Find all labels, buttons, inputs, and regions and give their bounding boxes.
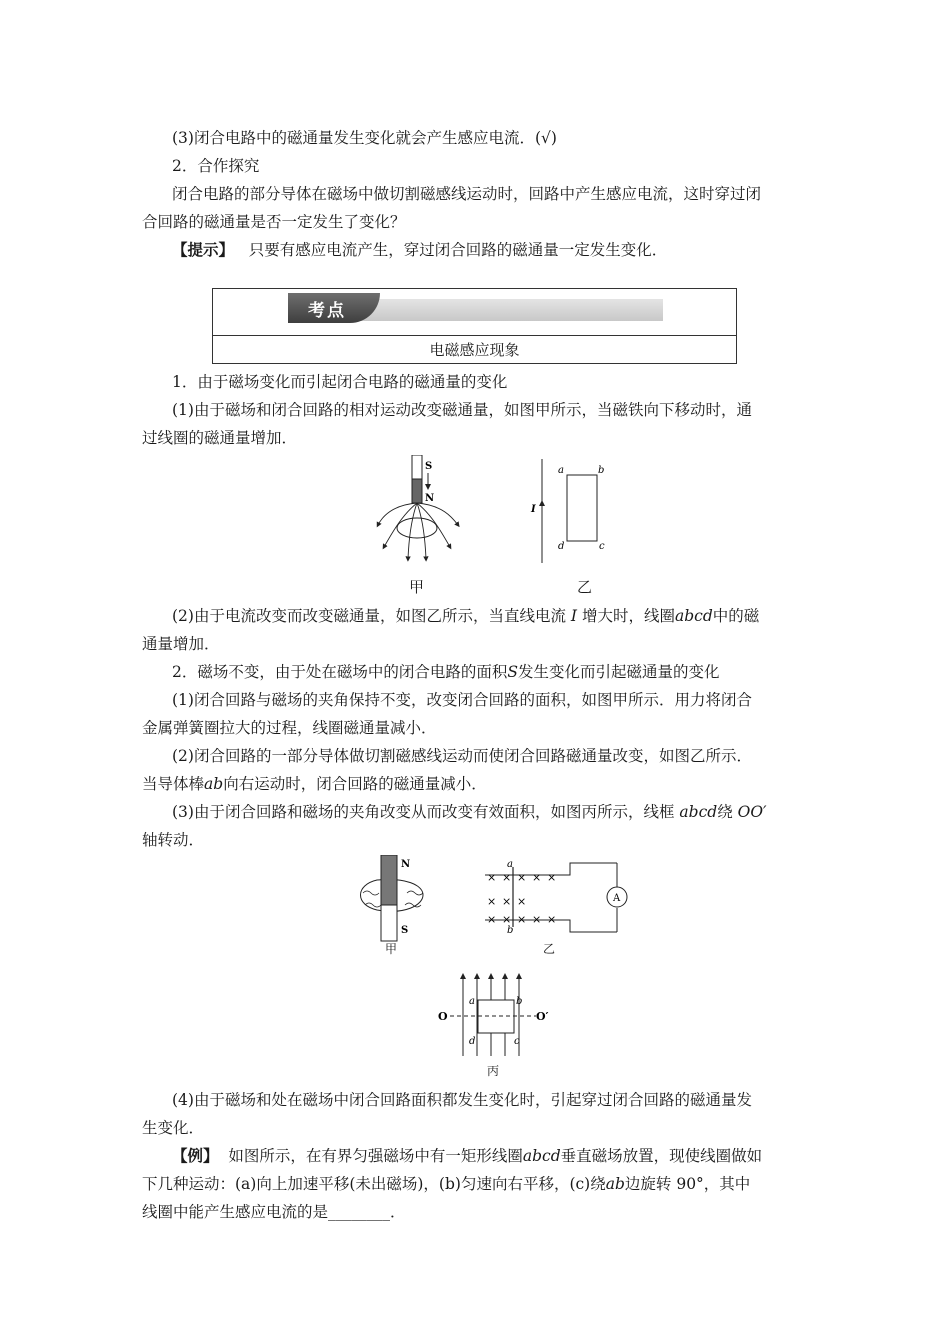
hint-label: 【提示】 [172, 240, 235, 259]
label-b: b [516, 996, 523, 1007]
svg-text:×: × [547, 871, 557, 884]
section-title: 电磁感应现象 [429, 341, 520, 359]
svg-text:×: × [487, 895, 497, 908]
label-o: O [438, 1010, 448, 1023]
text-line: 合回路的磁通量是否一定发生了变化？ [142, 213, 406, 231]
caption-jia: 甲 [385, 942, 398, 956]
hint-text: 只要有感应电流产生，穿过闭合回路的磁通量一定发生变化． [248, 241, 668, 259]
figure-rotating-frame [430, 970, 560, 1060]
text-line: 线圈中能产生感应电流的是________． [142, 1203, 406, 1221]
label-c: c [514, 1036, 520, 1047]
svg-text:×: × [517, 871, 527, 884]
svg-text:×: × [502, 895, 512, 908]
text-line: (3)由于闭合回路和磁场的夹角改变从而改变有效面积，如图丙所示，线框 abcd绕 OO′ [172, 803, 767, 821]
label-n: N [425, 493, 435, 504]
text-line: 下几种运动：(a)向上加速平移(未出磁场)，(b)匀速向右平移，(c)绕ab边旋转 90°，其中 [142, 1175, 751, 1193]
magnet-s-pole [412, 455, 422, 479]
field-line [417, 503, 458, 525]
label-d: d [469, 1036, 476, 1047]
section-tab-label: 考点 [308, 301, 346, 321]
label-s: S [401, 925, 409, 936]
example-line: 【例】 如图所示，在有界匀强磁场中有一矩形线圈abcd垂直磁场放置，现使线圈做如 [172, 1146, 763, 1165]
text-line: 2．磁场不变，由于处在磁场中的闭合电路的面积S发生变化而引起磁通量的变化 [172, 663, 720, 681]
label-d: d [558, 541, 565, 552]
caption-bing: 丙 [487, 1064, 500, 1078]
coil-abcd [567, 475, 597, 541]
figure-spring-and-rod [355, 855, 675, 960]
text-line: 通量增加． [142, 635, 220, 653]
text-line: 过线圈的磁通量增加． [142, 429, 298, 447]
caption-yi: 乙 [543, 942, 556, 956]
label-n: N [401, 859, 411, 870]
text-line: (3)闭合电路中的磁通量发生变化就会产生感应电流．(√) [172, 129, 557, 147]
field-line [378, 503, 417, 525]
label-b: b [598, 465, 605, 476]
label-a: a [469, 996, 475, 1007]
label-o-prime: O′ [536, 1010, 549, 1023]
label-b: b [507, 925, 514, 936]
svg-text:×: × [502, 871, 512, 884]
ammeter-label: A [613, 893, 621, 904]
label-s: S [425, 461, 433, 472]
text-line: 2．合作探究 [172, 157, 260, 175]
magnet-n-pole [381, 855, 397, 905]
section-divider [213, 335, 736, 336]
label-i: I [531, 504, 536, 515]
hint-line [172, 238, 667, 260]
figure-magnet-and-current [372, 455, 622, 570]
text-line: 1．由于磁场变化而引起闭合电路的磁通量的变化 [172, 373, 508, 391]
field-line [408, 503, 417, 559]
svg-text:×: × [547, 913, 557, 926]
section-header-box [212, 288, 737, 364]
text-line: 当导体棒ab向右运动时，闭合回路的磁通量减小． [142, 775, 487, 793]
svg-text:×: × [487, 913, 497, 926]
field-line [384, 503, 417, 547]
field-line [417, 503, 426, 559]
magnet-n-pole [412, 479, 422, 503]
coil-loop [397, 518, 437, 538]
label-a: a [558, 465, 564, 476]
svg-text:×: × [502, 913, 512, 926]
label-a: a [507, 859, 513, 870]
text-line: 轴转动． [142, 831, 205, 849]
caption-yi: 乙 [577, 578, 593, 596]
text-line: (1)闭合回路与磁场的夹角保持不变，改变闭合回路的面积，如图甲所示．用力将闭合 [172, 691, 752, 709]
example-label: 【例】 [172, 1146, 219, 1165]
svg-text:×: × [532, 871, 542, 884]
magnet-s-pole [381, 905, 397, 941]
text-line: 闭合电路的部分导体在磁场中做切割磁感线运动时，回路中产生感应电流，这时穿过闭 [172, 185, 762, 203]
text-line: (2)闭合回路的一部分导体做切割磁感线运动而使闭合回路磁通量改变，如图乙所示． [172, 747, 752, 765]
caption-jia: 甲 [409, 578, 425, 596]
label-c: c [599, 541, 605, 552]
svg-text:×: × [517, 895, 527, 908]
svg-text:×: × [517, 913, 527, 926]
text-line: 生变化． [142, 1119, 205, 1137]
text-line: (4)由于磁场和处在磁场中闭合回路面积都发生变化时，引起穿过闭合回路的磁通量发 [172, 1091, 752, 1109]
svg-text:×: × [487, 871, 497, 884]
field-crosses [487, 871, 556, 926]
text-line: 金属弹簧圈拉大的过程，线圈磁通量减小． [142, 719, 437, 737]
svg-text:×: × [532, 913, 542, 926]
text-line: (2)由于电流改变而改变磁通量，如图乙所示，当直线电流 I 增大时，线圈abcd中的磁 [172, 607, 760, 625]
text-line: (1)由于磁场和闭合回路的相对运动改变磁通量，如图甲所示，当磁铁向下移动时，通 [172, 401, 752, 419]
field-line [417, 503, 450, 547]
